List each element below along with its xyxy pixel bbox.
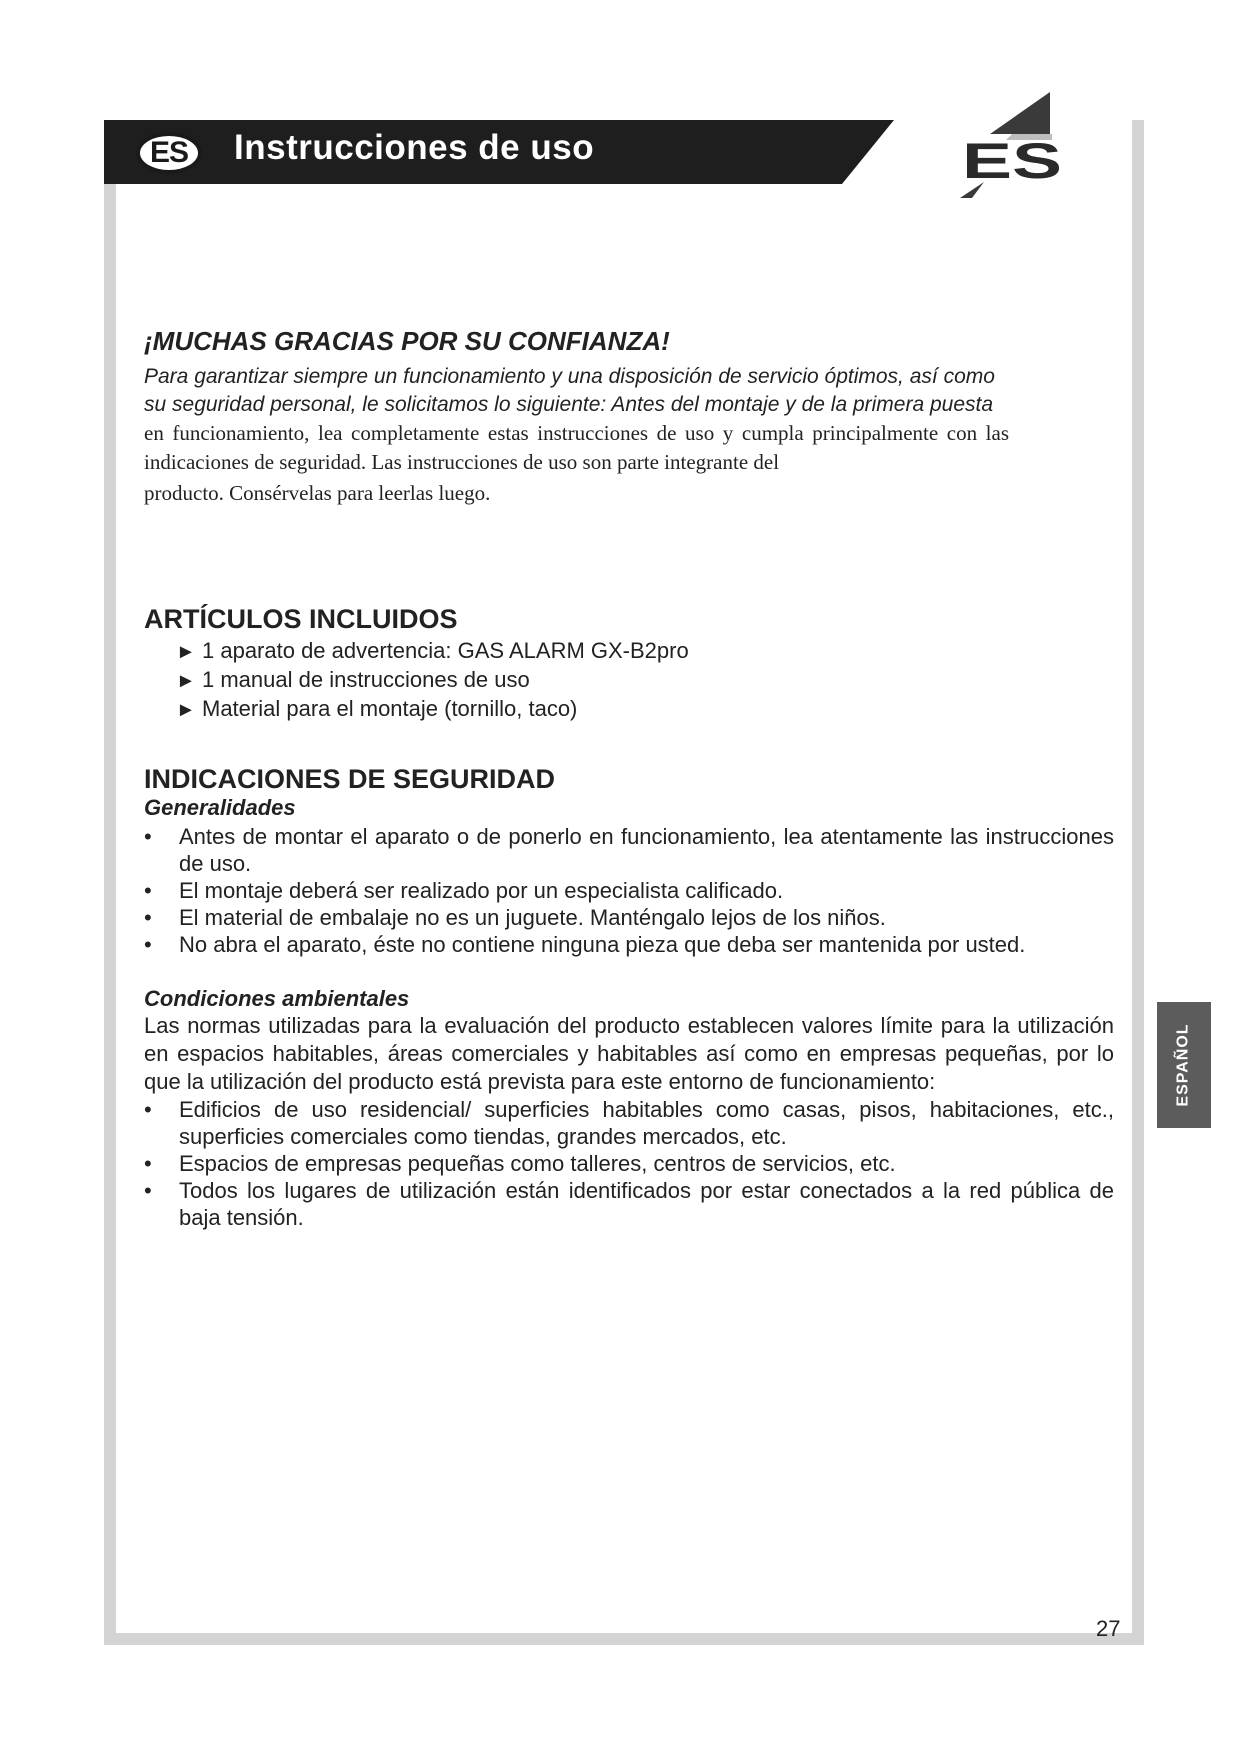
environment-list [144,1096,1114,1231]
thanks-title: ¡MUCHAS GRACIAS POR SU CONFIANZA! [144,326,670,356]
language-badge: ES [136,132,202,174]
included-section [144,604,1114,724]
list-item: • No abra el aparato, éste no contiene ninguna pieza que deba ser mantenida por usted. [144,932,1026,957]
list-item: ► Material para el montaje (tornillo, taco) [176,695,1114,724]
list-item: • Antes de montar el aparato o de ponerlo en funcionamiento, lea atentamente las instrucciones de uso. [144,824,1114,876]
list-item: • Edificios de uso residencial/ superficies habitables como casas, pisos, habitaciones, etc., superficies comerciales como tiendas, grandes mercados, etc. [144,1097,1114,1149]
list-item: ► 1 aparato de advertencia: GAS ALARM GX-B2pro [176,637,1114,666]
environment-subtitle: Condiciones ambientales [144,986,410,1011]
page-number: 27 [1096,1616,1121,1641]
intro-italic-line-1: Para garantizar siempre un funcionamiento y una disposición de servicio óptimos, así como [144,365,995,388]
list-item: • Espacios de empresas pequeñas como talleres, centros de servicios, etc. [144,1151,896,1176]
bullet-icon: • [144,824,152,849]
included-title: ARTÍCULOS INCLUIDOS [144,604,458,634]
included-list [176,637,1114,724]
general-subtitle: Generalidades [144,795,296,820]
page-frame-left [104,180,116,1645]
safety-title: INDICACIONES DE SEGURIDAD [144,764,556,794]
bullet-icon: • [144,1178,152,1203]
bullet-icon: • [144,932,152,957]
intro-serif-last: producto. Consérvelas para leerlas luego. [144,481,491,505]
es-logo-icon [960,92,1070,198]
bullet-icon: • [144,1151,152,1176]
general-list [144,823,1114,958]
thanks-section [144,326,1114,508]
safety-section [144,764,1114,1231]
language-side-tab [1157,1002,1211,1128]
list-item: • Todos los lugares de utilización están identificados por estar conectados a la red pública de baja tensión. [144,1178,1114,1230]
list-item: • El montaje deberá ser realizado por un especialista calificado. [144,878,784,903]
list-item: • El material de embalaje no es un juguete. Manténgalo lejos de los niños. [144,905,886,930]
intro-serif-body: en funcionamiento, lea completamente estas instrucciones de uso y cumpla principalmente con las indicaciones de seguridad. Las instrucciones de uso son parte integrante del [144,421,1009,474]
play-arrow-icon: ► [176,670,196,692]
page-title: Instrucciones de uso [234,128,595,167]
bullet-icon: • [144,905,152,930]
page-frame-right [1132,120,1144,1645]
main-content [144,326,1114,1231]
play-arrow-icon: ► [176,641,196,663]
play-arrow-icon: ► [176,699,196,721]
intro-serif-text [144,419,1009,508]
side-tab-label: ESPAÑOL [1175,1023,1192,1107]
logo-text: ES [962,133,1062,189]
environment-paragraph: Las normas utilizadas para la evaluación del producto establecen valores límite para la utilización en espacios habitables, áreas comerciales y habitables así como en empresas pequeñas, por lo que la utilización del producto está prevista para este entorno de funcionamiento: [144,1013,1114,1094]
page-frame-bottom [104,1633,1144,1645]
bullet-icon: • [144,1097,152,1122]
intro-italic-line-2: su seguridad personal, le solicitamos lo siguiente: Antes del montaje y de la primera puesta [144,393,994,416]
bullet-icon: • [144,878,152,903]
list-item: ► 1 manual de instrucciones de uso [176,666,1114,695]
